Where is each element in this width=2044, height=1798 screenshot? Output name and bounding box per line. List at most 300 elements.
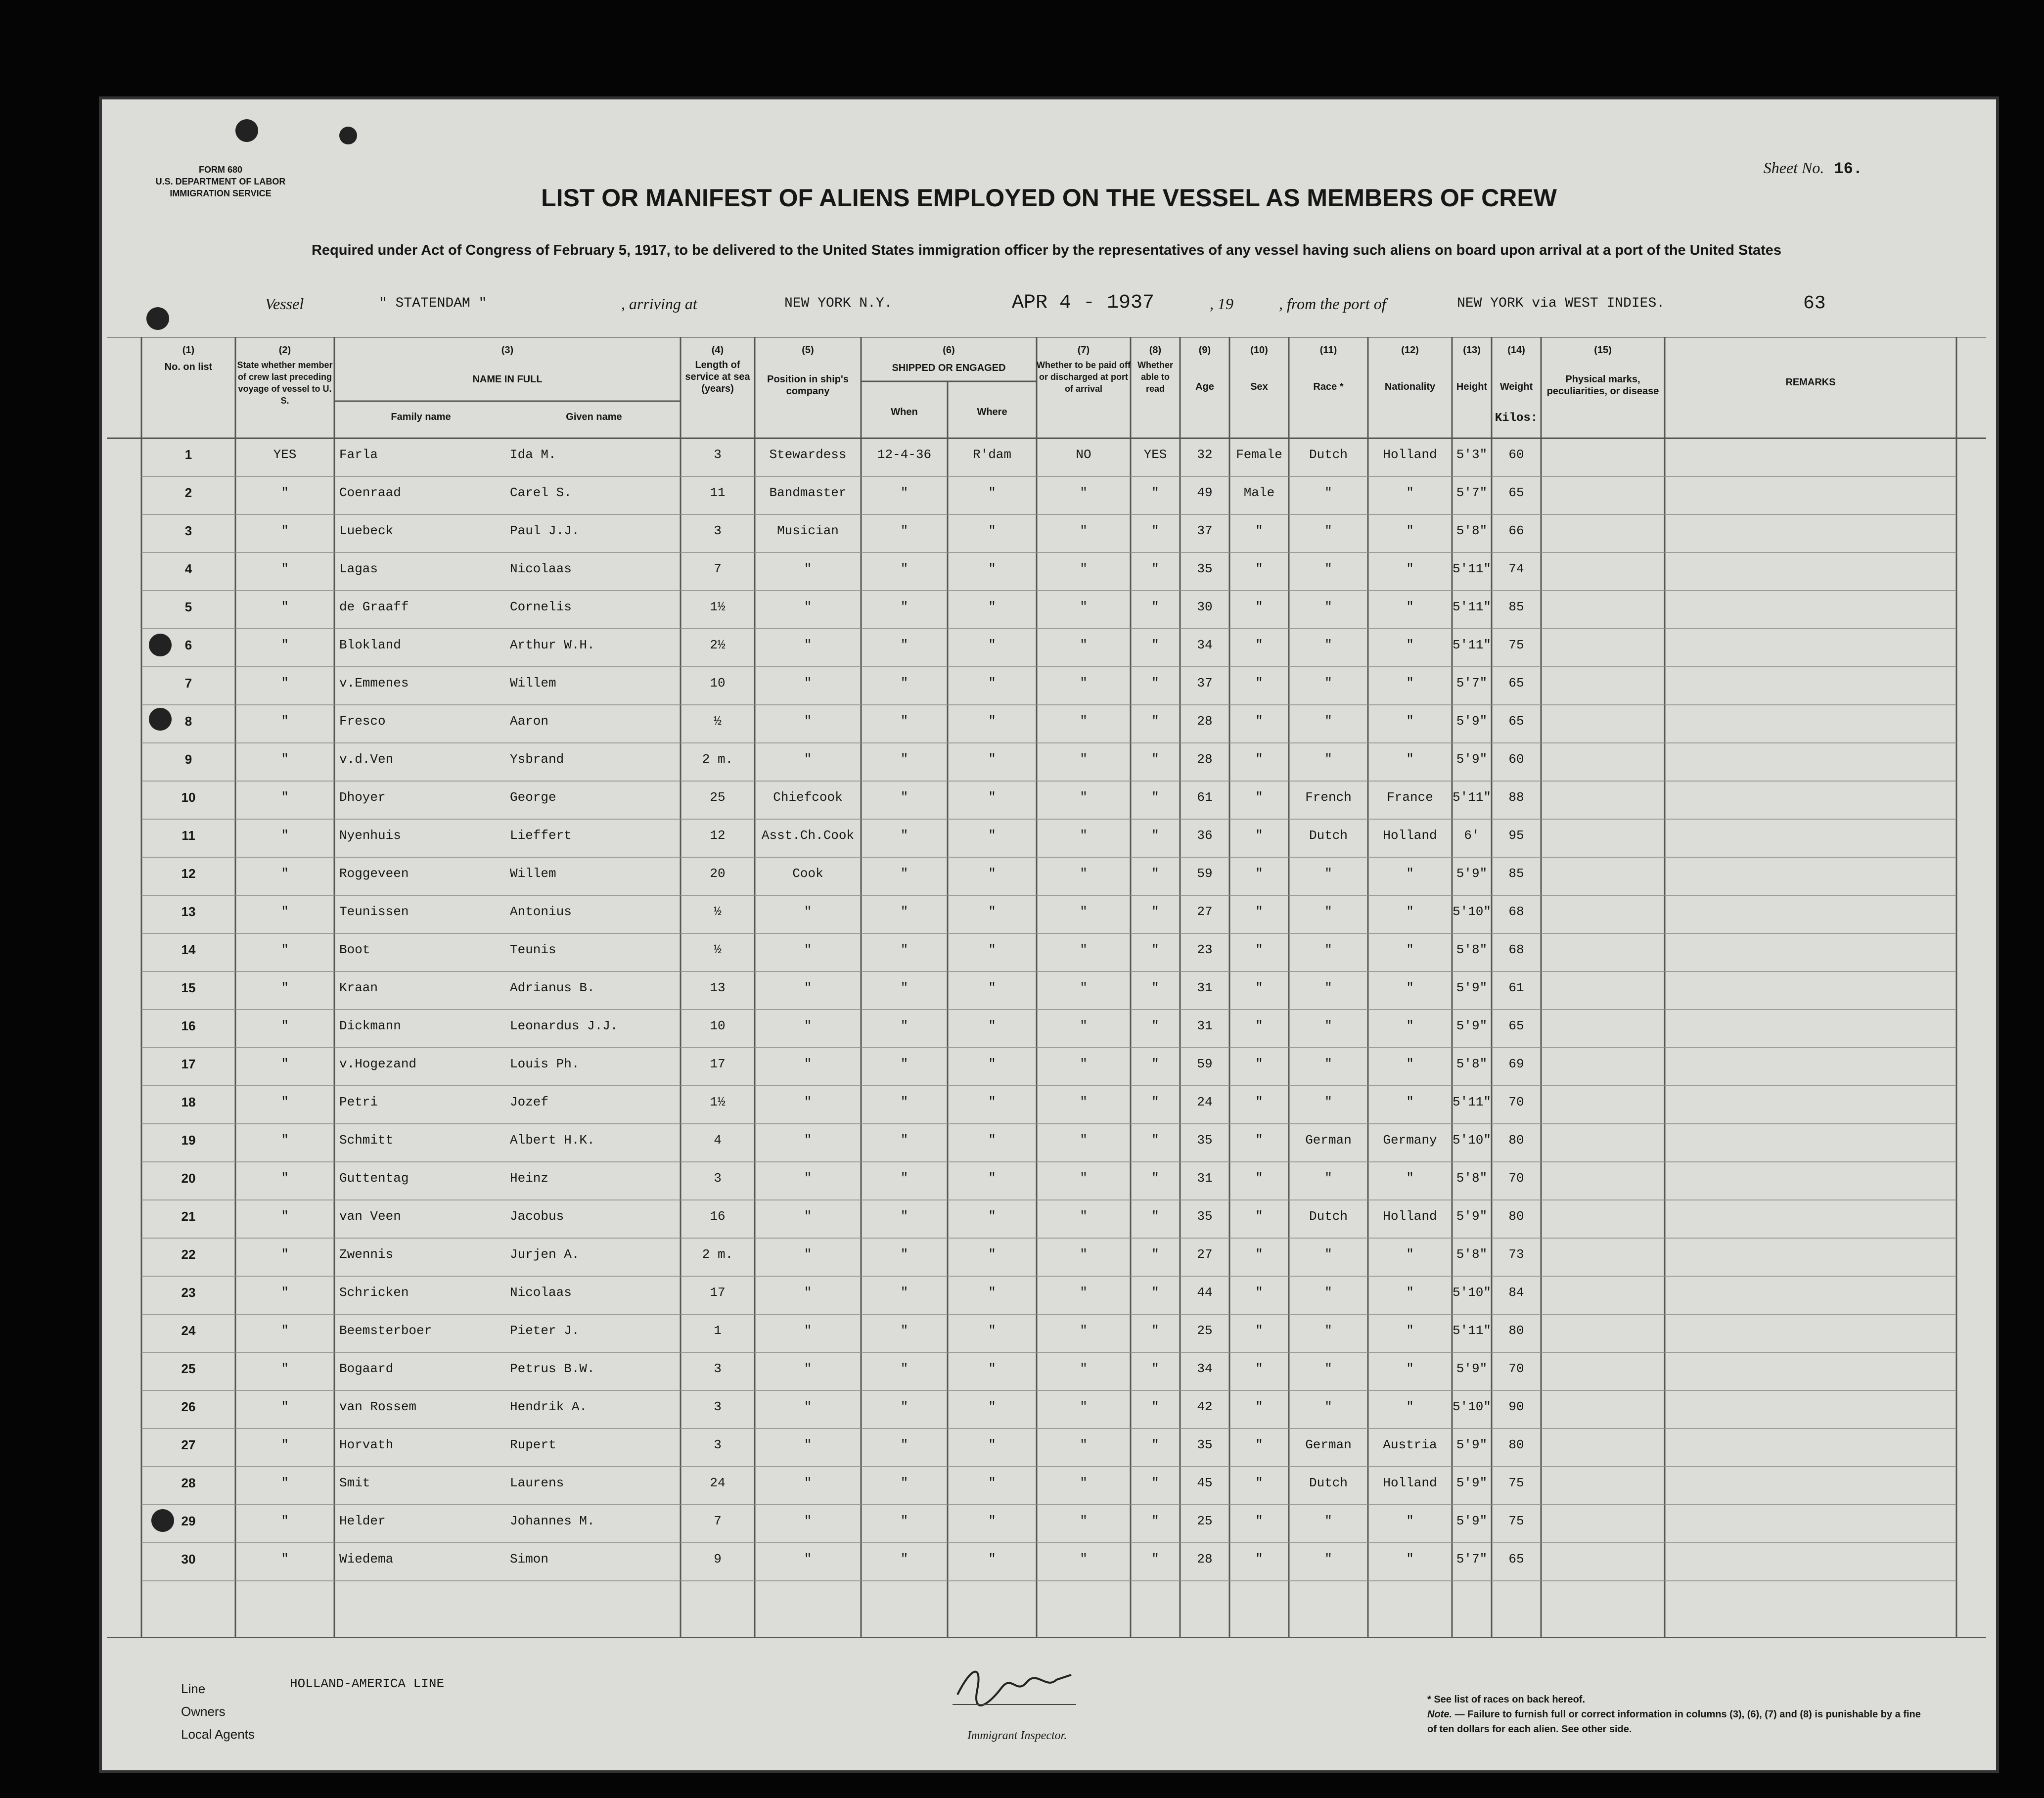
cell-position: ": [804, 676, 812, 691]
cell-age: 35: [1197, 1209, 1213, 1224]
owners-label: Owners: [181, 1704, 226, 1719]
cell-family: Kraan: [339, 980, 378, 995]
cell-race: ": [1324, 904, 1332, 919]
cell-prev: ": [281, 1552, 289, 1567]
cell-read: ": [1151, 752, 1159, 767]
cell-given: Teunis: [510, 942, 556, 957]
cell-service: ½: [714, 942, 722, 957]
cell-when: ": [900, 1323, 908, 1338]
cell-service: 3: [714, 447, 722, 462]
cell-nat: ": [1406, 1018, 1414, 1033]
cell-sex: Male: [1243, 485, 1275, 500]
cell-prev: ": [281, 714, 289, 729]
cell-position: Chiefcook: [773, 790, 843, 805]
cell-given: Willem: [510, 866, 556, 881]
cell-nat: ": [1406, 1514, 1414, 1528]
cell-age: 34: [1197, 638, 1213, 652]
table-row: [107, 705, 1986, 743]
cell-service: 10: [710, 676, 726, 691]
races-note: * See list of races on back hereof.: [1427, 1694, 1586, 1705]
cell-prev: ": [281, 1247, 289, 1262]
cell-paid: ": [1080, 904, 1088, 919]
col-2-header: (2) State whether member of crew last preceding voyage of vessel to U. S.: [237, 345, 333, 406]
year-label: , 19: [1210, 295, 1233, 313]
cell-height: 5'10": [1452, 1399, 1491, 1414]
table-row: [107, 1124, 1986, 1162]
cell-no: 27: [181, 1437, 196, 1452]
cell-where: ": [988, 1057, 996, 1071]
sheet-number-label: Sheet No.: [1763, 159, 1824, 177]
cell-position: ": [804, 599, 812, 614]
cell-height: 5'9": [1456, 866, 1488, 881]
cell-when: ": [900, 752, 908, 767]
cell-no: 30: [181, 1552, 196, 1567]
cell-when: 12-4-36: [877, 447, 932, 462]
cell-nat: ": [1406, 561, 1414, 576]
cell-family: v.d.Ven: [339, 752, 394, 767]
table-row: [107, 667, 1986, 705]
cell-height: 5'9": [1456, 1018, 1488, 1033]
cell-paid: ": [1080, 752, 1088, 767]
cell-paid: ": [1080, 1018, 1088, 1033]
cell-age: 35: [1197, 1133, 1213, 1148]
cell-prev: ": [281, 1475, 289, 1490]
department-name: U.S. DEPARTMENT OF LABOR: [155, 177, 286, 186]
cell-position: ": [804, 1018, 812, 1033]
cell-sex: ": [1255, 1475, 1263, 1490]
cell-service: 20: [710, 866, 726, 881]
cell-when: ": [900, 1399, 908, 1414]
cell-weight: 68: [1508, 904, 1524, 919]
cell-height: 5'3": [1456, 447, 1488, 462]
cell-where: ": [988, 752, 996, 767]
cell-given: Hendrik A.: [510, 1399, 588, 1414]
cell-weight: 80: [1508, 1133, 1524, 1148]
cell-where: ": [988, 1171, 996, 1186]
cell-when: ": [900, 1475, 908, 1490]
cell-no: 14: [181, 942, 196, 957]
cell-sex: ": [1255, 1209, 1263, 1224]
cell-age: 59: [1197, 1057, 1213, 1071]
cell-height: 5'8": [1456, 942, 1488, 957]
cell-paid: ": [1080, 828, 1088, 843]
cell-sex: ": [1255, 752, 1263, 767]
cell-service: 3: [714, 1399, 722, 1414]
cell-service: ½: [714, 904, 722, 919]
cell-family: de Graaff: [339, 599, 409, 614]
cell-height: 5'9": [1456, 1209, 1488, 1224]
cell-where: ": [988, 523, 996, 538]
cell-height: 5'11": [1452, 599, 1491, 614]
cell-paid: ": [1080, 676, 1088, 691]
cell-prev: ": [281, 676, 289, 691]
col-12-header: (12) Nationality: [1384, 345, 1436, 392]
cell-given: Jurjen A.: [510, 1247, 580, 1262]
cell-position: ": [804, 1437, 812, 1452]
from-port: NEW YORK via WEST INDIES.: [1457, 296, 1665, 311]
table-row: [107, 1505, 1986, 1543]
cell-sex: ": [1255, 523, 1263, 538]
cell-race: Dutch: [1309, 447, 1348, 462]
cell-paid: ": [1080, 1361, 1088, 1376]
cell-family: Nyenhuis: [339, 828, 401, 843]
cell-position: ": [804, 1475, 812, 1490]
cell-nat: Holland: [1383, 447, 1437, 462]
cell-weight: 70: [1508, 1095, 1524, 1109]
remarks-header: REMARKS: [1785, 377, 1836, 388]
cell-service: 1½: [710, 599, 726, 614]
cell-sex: ": [1255, 1399, 1263, 1414]
cell-no: 19: [181, 1133, 196, 1148]
cell-prev: ": [281, 599, 289, 614]
cell-family: Boot: [339, 942, 370, 957]
cell-when: ": [900, 523, 908, 538]
sheet-number-value: 16.: [1834, 160, 1862, 178]
weight-unit: Kilos:: [1495, 412, 1538, 425]
cell-given: Antonius: [510, 904, 572, 919]
cell-prev: ": [281, 790, 289, 805]
cell-where: ": [988, 1399, 996, 1414]
cell-service: 2 m.: [702, 752, 733, 767]
cell-given: Arthur W.H.: [510, 638, 595, 652]
cell-nat: Germany: [1383, 1133, 1437, 1148]
cell-family: Wiedema: [339, 1552, 394, 1567]
cell-given: Heinz: [510, 1171, 549, 1186]
cell-where: ": [988, 790, 996, 805]
cell-age: 45: [1197, 1475, 1213, 1490]
cell-no: 24: [181, 1323, 196, 1338]
cell-sex: ": [1255, 1323, 1263, 1338]
cell-weight: 85: [1508, 599, 1524, 614]
table-row: [107, 591, 1986, 629]
cell-family: Fresco: [339, 714, 386, 729]
col-13-header: (13) Height: [1456, 345, 1488, 392]
cell-weight: 70: [1508, 1171, 1524, 1186]
cell-height: 5'11": [1452, 638, 1491, 652]
cell-weight: 65: [1508, 1552, 1524, 1567]
cell-sex: ": [1255, 1095, 1263, 1109]
cell-sex: ": [1255, 714, 1263, 729]
cell-prev: ": [281, 1437, 289, 1452]
form-number: FORM 680: [198, 165, 243, 175]
cell-read: ": [1151, 523, 1159, 538]
cell-where: ": [988, 1475, 996, 1490]
cell-weight: 80: [1508, 1437, 1524, 1452]
cell-sex: ": [1255, 676, 1263, 691]
col-8-header: (8) Whether able to read: [1137, 345, 1173, 394]
cell-where: ": [988, 1552, 996, 1567]
arrival-date-stamp: APR 4 - 1937: [1012, 292, 1155, 314]
cell-when: ": [900, 980, 908, 995]
col-10-header: (10) Sex: [1250, 345, 1268, 392]
cell-read: ": [1151, 485, 1159, 500]
col-14-header: (14) Weight Kilos:: [1492, 344, 1541, 424]
cell-where: ": [988, 638, 996, 652]
cell-when: ": [900, 904, 908, 919]
cell-weight: 65: [1508, 1018, 1524, 1033]
cell-family: Roggeveen: [339, 866, 409, 881]
cell-family: Schmitt: [339, 1133, 394, 1148]
cell-when: ": [900, 485, 908, 500]
shipped-where-header: Where: [977, 407, 1007, 417]
cell-age: 35: [1197, 561, 1213, 576]
cell-when: ": [900, 942, 908, 957]
cell-prev: ": [281, 1095, 289, 1109]
cell-no: 21: [181, 1209, 196, 1224]
family-name-header: Family name: [391, 412, 451, 422]
table-row: [107, 629, 1986, 667]
cell-no: 4: [184, 561, 192, 576]
cell-no: 2: [184, 485, 192, 500]
cell-race: Dutch: [1309, 1209, 1348, 1224]
cell-read: ": [1151, 561, 1159, 576]
cell-given: Paul J.J.: [510, 523, 580, 538]
cell-paid: ": [1080, 1247, 1088, 1262]
cell-height: 5'9": [1456, 1514, 1488, 1528]
cell-family: Bogaard: [339, 1361, 394, 1376]
cell-read: ": [1151, 1171, 1159, 1186]
cell-position: Bandmaster: [769, 485, 847, 500]
cell-no: 1: [184, 447, 192, 462]
cell-given: Pieter J.: [510, 1323, 580, 1338]
cell-age: 27: [1197, 904, 1213, 919]
cell-prev: ": [281, 828, 289, 843]
cell-family: van Rossem: [339, 1399, 417, 1414]
table-row: [107, 1390, 1986, 1429]
footer-labels: [181, 1677, 255, 1746]
cell-read: ": [1151, 1095, 1159, 1109]
cell-sex: ": [1255, 1247, 1263, 1262]
table-row: [107, 895, 1986, 933]
cell-read: ": [1151, 790, 1159, 805]
cell-service: 2 m.: [702, 1247, 733, 1262]
inspector-signature: [943, 1660, 1081, 1714]
cell-prev: ": [281, 1057, 289, 1071]
cell-weight: 69: [1508, 1057, 1524, 1071]
table-row: [107, 743, 1986, 781]
table-row: [107, 1276, 1986, 1314]
cell-age: 44: [1197, 1285, 1213, 1300]
cell-paid: ": [1080, 1057, 1088, 1071]
cell-prev: ": [281, 904, 289, 919]
cell-no: 16: [181, 1018, 196, 1033]
cell-race: Dutch: [1309, 828, 1348, 843]
cell-prev: ": [281, 1018, 289, 1033]
cell-given: Willem: [510, 676, 556, 691]
cell-height: 5'10": [1452, 1285, 1491, 1300]
cell-read: ": [1151, 676, 1159, 691]
cell-read: ": [1151, 1552, 1159, 1567]
cell-position: ": [804, 1133, 812, 1148]
cell-weight: 60: [1508, 447, 1524, 462]
cell-paid: ": [1080, 866, 1088, 881]
cell-service: 17: [710, 1057, 726, 1071]
cell-paid: ": [1080, 638, 1088, 652]
cell-age: 25: [1197, 1323, 1213, 1338]
cell-paid: ": [1080, 1552, 1088, 1567]
cell-service: 4: [714, 1133, 722, 1148]
cell-height: 5'7": [1456, 1552, 1488, 1567]
line-value: HOLLAND-AMERICA LINE: [290, 1676, 445, 1691]
cell-service: 3: [714, 1437, 722, 1452]
cell-sex: ": [1255, 1285, 1263, 1300]
cell-paid: ": [1080, 1514, 1088, 1528]
cell-family: Teunissen: [339, 904, 409, 919]
cell-nat: ": [1406, 714, 1414, 729]
cell-service: 2½: [710, 638, 726, 652]
table-row: [107, 1352, 1986, 1390]
cell-age: 28: [1197, 714, 1213, 729]
cell-prev: ": [281, 1323, 289, 1338]
cell-age: 24: [1197, 1095, 1213, 1109]
cell-family: Helder: [339, 1514, 386, 1528]
cell-family: Dickmann: [339, 1018, 401, 1033]
table-row: [107, 819, 1986, 857]
cell-read: ": [1151, 1018, 1159, 1033]
cell-given: Lieffert: [510, 828, 572, 843]
cell-paid: ": [1080, 714, 1088, 729]
cell-sex: ": [1255, 942, 1263, 957]
cell-position: ": [804, 1285, 812, 1300]
cell-nat: Holland: [1383, 1475, 1437, 1490]
cell-when: ": [900, 561, 908, 576]
cell-nat: ": [1406, 1285, 1414, 1300]
cell-position: ": [804, 752, 812, 767]
cell-paid: ": [1080, 523, 1088, 538]
cell-when: ": [900, 1133, 908, 1148]
cell-sex: ": [1255, 904, 1263, 919]
cell-service: 13: [710, 980, 726, 995]
cell-when: ": [900, 1209, 908, 1224]
table-row: [107, 1238, 1986, 1276]
cell-no: 5: [184, 599, 192, 614]
cell-age: 28: [1197, 1552, 1213, 1567]
table-row: [107, 971, 1986, 1010]
cell-no: 3: [184, 523, 192, 538]
cell-nat: ": [1406, 1095, 1414, 1109]
cell-given: George: [510, 790, 556, 805]
col-15-header: (15) Physical marks, peculiarities, or disease: [1546, 345, 1659, 397]
cell-read: ": [1151, 638, 1159, 652]
cell-service: 25: [710, 790, 726, 805]
cell-when: ": [900, 1171, 908, 1186]
col-4-header: (4) Length of service at sea (years): [685, 345, 750, 394]
cell-race: ": [1324, 1171, 1332, 1186]
cell-family: Horvath: [339, 1437, 394, 1452]
cell-service: ½: [714, 714, 722, 729]
cell-service: 3: [714, 523, 722, 538]
cell-weight: 73: [1508, 1247, 1524, 1262]
cell-family: Dhoyer: [339, 790, 386, 805]
local-agents-label: Local Agents: [181, 1727, 255, 1742]
cell-weight: 60: [1508, 752, 1524, 767]
line-label: Line: [181, 1681, 206, 1696]
cell-given: Ysbrand: [510, 752, 564, 767]
cell-height: 5'9": [1456, 1475, 1488, 1490]
cell-age: 31: [1197, 1171, 1213, 1186]
cell-nat: ": [1406, 676, 1414, 691]
cell-weight: 75: [1508, 638, 1524, 652]
cell-where: ": [988, 1437, 996, 1452]
cell-height: 5'11": [1452, 1323, 1491, 1338]
cell-given: Leonardus J.J.: [510, 1018, 618, 1033]
cell-where: ": [988, 1247, 996, 1262]
cell-height: 5'11": [1452, 1095, 1491, 1109]
cell-race: ": [1324, 599, 1332, 614]
crew-table: [107, 337, 1986, 1638]
cell-weight: 70: [1508, 1361, 1524, 1376]
cell-given: Rupert: [510, 1437, 556, 1452]
cell-given: Nicolaas: [510, 561, 572, 576]
cell-race: ": [1324, 866, 1332, 881]
cell-no: 22: [181, 1247, 196, 1262]
cell-height: 5'11": [1452, 790, 1491, 805]
cell-read: ": [1151, 1285, 1159, 1300]
cell-position: ": [804, 1171, 812, 1186]
cell-when: ": [900, 1514, 908, 1528]
footer-notes: [1427, 1692, 1922, 1737]
cell-no: 13: [181, 904, 196, 919]
cell-prev: ": [281, 638, 289, 652]
cell-prev: ": [281, 1399, 289, 1414]
cell-where: ": [988, 1361, 996, 1376]
cell-family: Luebeck: [339, 523, 394, 538]
cell-sex: ": [1255, 980, 1263, 995]
col-6-header: (6) SHIPPED OR ENGAGED: [892, 345, 1006, 373]
cell-given: Carel S.: [510, 485, 572, 500]
cell-prev: ": [281, 1514, 289, 1528]
cell-no: 12: [181, 866, 196, 881]
cell-read: ": [1151, 1209, 1159, 1224]
cell-prev: ": [281, 1171, 289, 1186]
cell-where: ": [988, 485, 996, 500]
cell-where: ": [988, 561, 996, 576]
cell-read: ": [1151, 1399, 1159, 1414]
cell-sex: ": [1255, 1552, 1263, 1567]
punch-hole: [339, 127, 357, 144]
cell-position: ": [804, 1361, 812, 1376]
cell-race: ": [1324, 942, 1332, 957]
cell-when: ": [900, 790, 908, 805]
cell-nat: ": [1406, 523, 1414, 538]
cell-given: Adrianus B.: [510, 980, 595, 995]
cell-age: 49: [1197, 485, 1213, 500]
cell-read: ": [1151, 1323, 1159, 1338]
cell-when: ": [900, 1552, 908, 1567]
cell-when: ": [900, 1247, 908, 1262]
cell-when: ": [900, 1095, 908, 1109]
cell-paid: ": [1080, 561, 1088, 576]
cell-prev: ": [281, 1361, 289, 1376]
cell-position: ": [804, 1057, 812, 1071]
cell-paid: ": [1080, 790, 1088, 805]
cell-position: ": [804, 1323, 812, 1338]
cell-sex: ": [1255, 828, 1263, 843]
cell-paid: ": [1080, 1323, 1088, 1338]
table-row: [107, 1314, 1986, 1352]
cell-race: ": [1324, 1552, 1332, 1567]
cell-family: Zwennis: [339, 1247, 394, 1262]
cell-paid: ": [1080, 1209, 1088, 1224]
cell-paid: ": [1080, 1171, 1088, 1186]
cell-age: 37: [1197, 523, 1213, 538]
cell-sex: ": [1255, 1437, 1263, 1452]
cell-given: Jozef: [510, 1095, 549, 1109]
cell-where: ": [988, 1514, 996, 1528]
cell-weight: 65: [1508, 485, 1524, 500]
cell-race: ": [1324, 1018, 1332, 1033]
table-row: [107, 781, 1986, 819]
